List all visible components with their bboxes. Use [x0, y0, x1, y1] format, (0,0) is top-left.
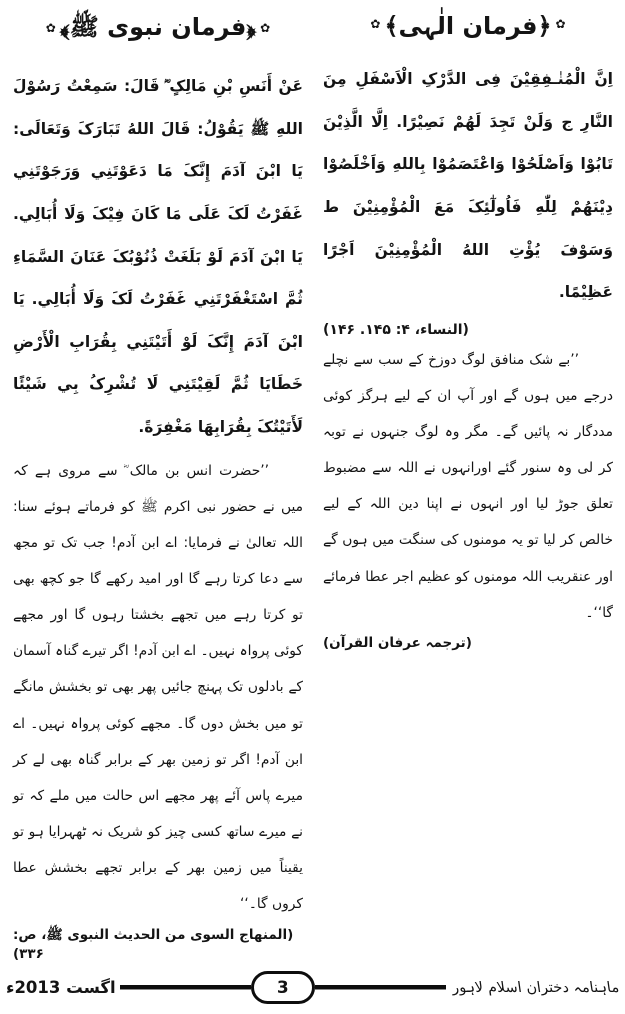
page-number-badge: 3 [251, 971, 315, 1004]
flower-ornament-icon: ✿ [370, 17, 381, 31]
issue-date: اگست 2013ء [6, 978, 116, 997]
hadith-citation: (المنهاج السوی من الحديث النبوی ﷺ، ص: ۳۳۶) [13, 927, 294, 963]
quran-translation-source: (ترجمہ عرفان القرآن) [323, 634, 472, 651]
farman-nabvi-section [13, 10, 303, 962]
farman-ilahi-title [323, 12, 613, 40]
footer-rule-right [315, 985, 446, 990]
farman-ilahi-title-text: ﴿فرمان الٰہی﴾ [384, 12, 552, 40]
magazine-name: ماہنامہ دختران اسلام لاہور [450, 979, 621, 996]
hadith-urdu-translation: ’’حضرت انس بن مالک ؓ سے مروی ہے کہ میں نے حضور نبی اکرم ﷺ کو فرماتے ہوئے سنا: اللہ تعالیٰ نے فرمایا: اے ابن آدم! جب تک تو مجھ سے دعا کرتا رہے گا اور امید رکھے گا جو کچھ بھی تو کرتا رہے میں تجھے بخشتا رہوں گا اور مجھے کوئی پرواہ نہیں۔ اے ابن آدم! اگر تیرے گناہ آسمان کے بادلوں تک پہنچ جائیں پھر بھی تو بخشش مانگے تو میں بخش دوں گا۔ مجھے کوئی پرواہ نہیں۔ اے ابن آدم! اگر تو زمین بھر کے برابر گناہ بھی لے کر میرے پاس آئے پھر مجھے اس حالت میں ملے کہ تو نے میرے ساتھ کسی چیز کو شریک نہ ٹھہرایا ہو تو یقیناً میں زمین بھر کے برابر تجھے بخشش عطا کروں گا۔‘‘ [13, 462, 303, 913]
farman-nabvi-title-text: ﴿فرمان نبوی ﷺ﴾ [59, 13, 257, 41]
hadith-arabic-text: عَنْ أَنَسِ بْنِ مَالِکٍ ؓ قَالَ: سَمِعْتُ رَسُوْلَ اللهِ ﷺ يَقُوْلُ: قَالَ اللهُ تَبَارَکَ وَتَعَالَی: يَا ابْنَ آدَمَ إِنَّکَ مَا دَعَوْتَنِي وَرَجَوْتَنِي غَفَرْتُ لَکَ عَلَی مَا کَانَ فِيْکَ وَلَا أُبَالِي. يَا ابْنَ آدَمَ لَوْ بَلَغَتْ ذُنُوْبُکَ عَنَانَ السَّمَاءِ ثُمَّ اسْتَغْفَرْتَنِي غَفَرْتُ لَکَ وَلَا أُبَالِي. يَا ابْنَ آدَمَ إِنَّکَ لَوْ أَتَيْتَنِي بِقُرَابِ الْأَرْضِ خَطَايَا ثُمَّ لَقِيْتَنِي لَا تُشْرِکُ بِي شَيْئًا لَأَتَيْتُکَ بِقُرَابِهَا مَغْفِرَةً. [13, 77, 303, 436]
flower-ornament-icon: ✿ [260, 20, 271, 35]
quran-urdu-translation: ’’بے شک منافق لوگ دوزخ کے سب سے نچلے درجے میں ہوں گے اور آپ ان کے لیے ہرگز کوئی مددگار نہ پائیں گے۔ مگر وہ لوگ جنہوں نے توبہ کر لی وہ سنور گئے اورانہوں نے اللہ سے مضبوط تعلق جوڑ لیا اور انہوں نے اپنا دین اللہ کے لیے خالص کر لیا تو یہ مومنوں کی سنگت میں ہوں گے اور عنقریب اللہ مومنوں کو عظیم اجر عطا فرمائے گا‘‘۔ [323, 351, 613, 621]
quran-arabic-text: اِنَّ الْمُنٰـفِقِيْنَ فِی الدَّرْکِ الْاَسْفَلِ مِنَ النَّارِ ج وَلَنْ تَجِدَ لَهُمْ نَصِيْرًا. اِلَّا الَّذِيْنَ تَابُوْا وَاَصْلَحُوْا وَاعْتَصَمُوْا بِاللهِ وَاَخْلَصُوْا دِيْنَهُمْ لِلّٰهِ فَاُولٰٓئِکَ مَعَ الْمُؤْمِنِيْنَ ط وَسَوْفَ يُؤْتِ اللهُ الْمُؤْمِنِيْنَ اَجْرًا عَظِيْمًا. [323, 70, 613, 302]
farman-nabvi-title [13, 12, 303, 47]
flower-ornament-icon: ✿ [45, 20, 56, 35]
farman-ilahi-section [323, 10, 613, 962]
footer-rule-left [120, 985, 251, 990]
flower-ornament-icon: ✿ [555, 17, 566, 31]
quran-reference: (النساء، ۴: ۱۴۵. ۱۴۶) [323, 321, 469, 338]
page-footer [0, 971, 625, 1004]
